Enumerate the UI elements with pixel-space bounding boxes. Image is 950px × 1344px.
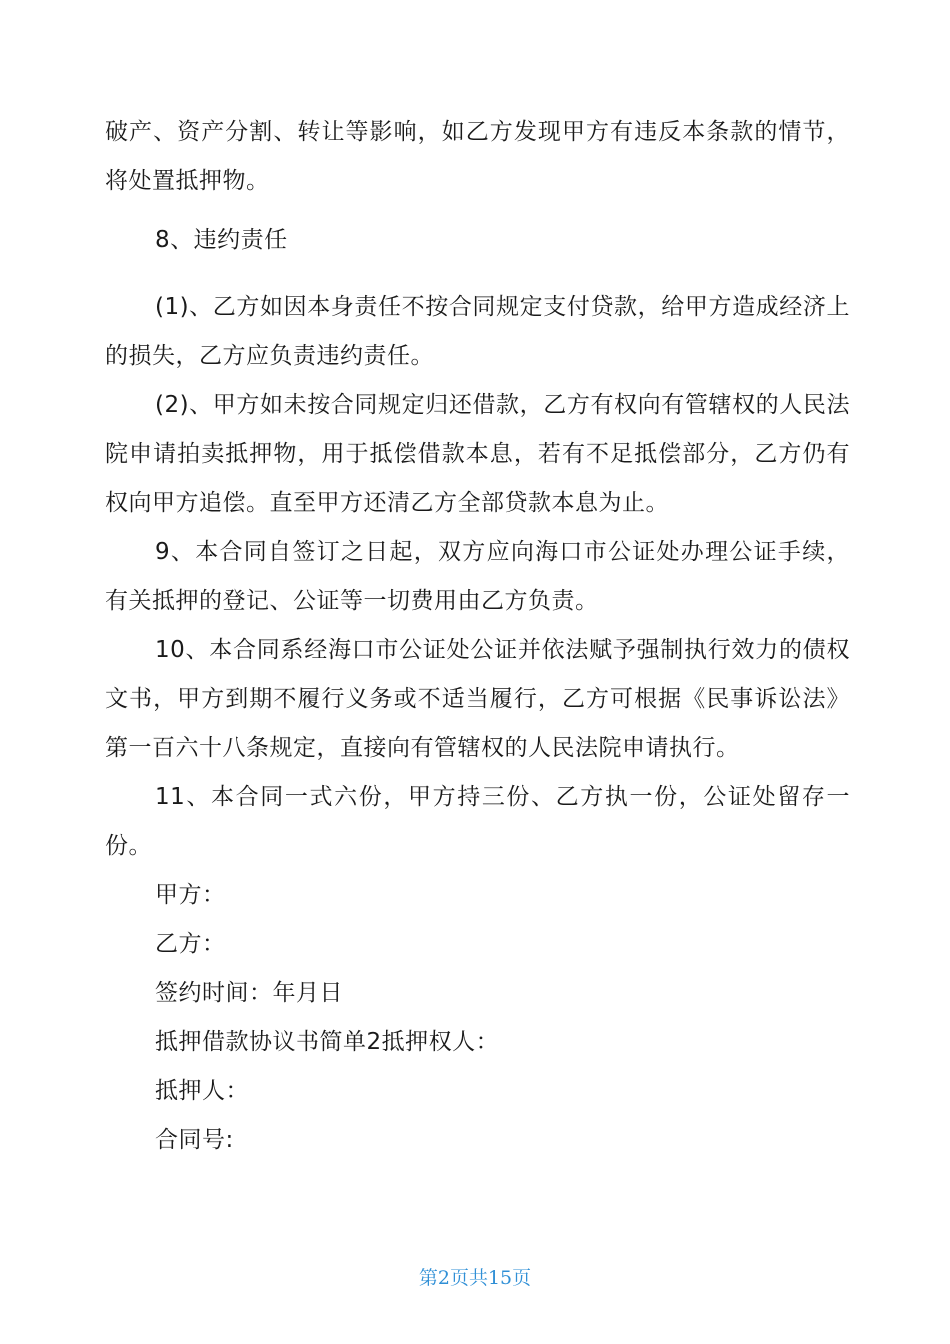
paragraph-clause-10: 10、本合同系经海口市公证处公证并依法赋予强制执行效力的债权文书，甲方到期不履行义务或不适当履行，乙方可根据《民事诉讼法》第一百六十八条规定，直接向有管辖权的人民法院申请执行。 [105, 637, 850, 761]
signing-date-line: 签约时间：年月日 [155, 980, 343, 1006]
paragraph-clause-11: 11、本合同一式六份，甲方持三份、乙方执一份，公证处留存一份。 [105, 784, 850, 859]
paragraph-clause-9: 9、本合同自签订之日起，双方应向海口市公证处办理公证手续，有关抵押的登记、公证等一切费用由乙方负责。 [105, 539, 850, 614]
paragraph-clause-1: (1)、乙方如因本身责任不按合同规定支付贷款，给甲方造成经济上的损失，乙方应负责违约责任。 [105, 294, 850, 369]
document-body [105, 108, 850, 1165]
mortgagor-line: 抵押人： [155, 1078, 249, 1104]
paragraph-continuation: 破产、资产分割、转让等影响，如乙方发现甲方有违反本条款的情节，将处置抵押物。 [105, 119, 850, 194]
contract-number-line: 合同号: [155, 1127, 234, 1153]
page-indicator: 第2页共15页 [418, 1267, 532, 1289]
section-heading-breach: 8、违约责任 [155, 227, 288, 253]
party-b-line: 乙方： [155, 931, 226, 957]
party-a-line: 甲方： [155, 882, 226, 908]
paragraph-clause-2: (2)、甲方如未按合同规定归还借款，乙方有权向有管辖权的人民法院申请拍卖抵押物，用于抵偿借款本息，若有不足抵偿部分，乙方仍有权向甲方追偿。直至甲方还清乙方全部贷款本息为止。 [105, 392, 850, 516]
agreement-title-line: 抵押借款协议书简单2抵押权人： [155, 1029, 500, 1055]
